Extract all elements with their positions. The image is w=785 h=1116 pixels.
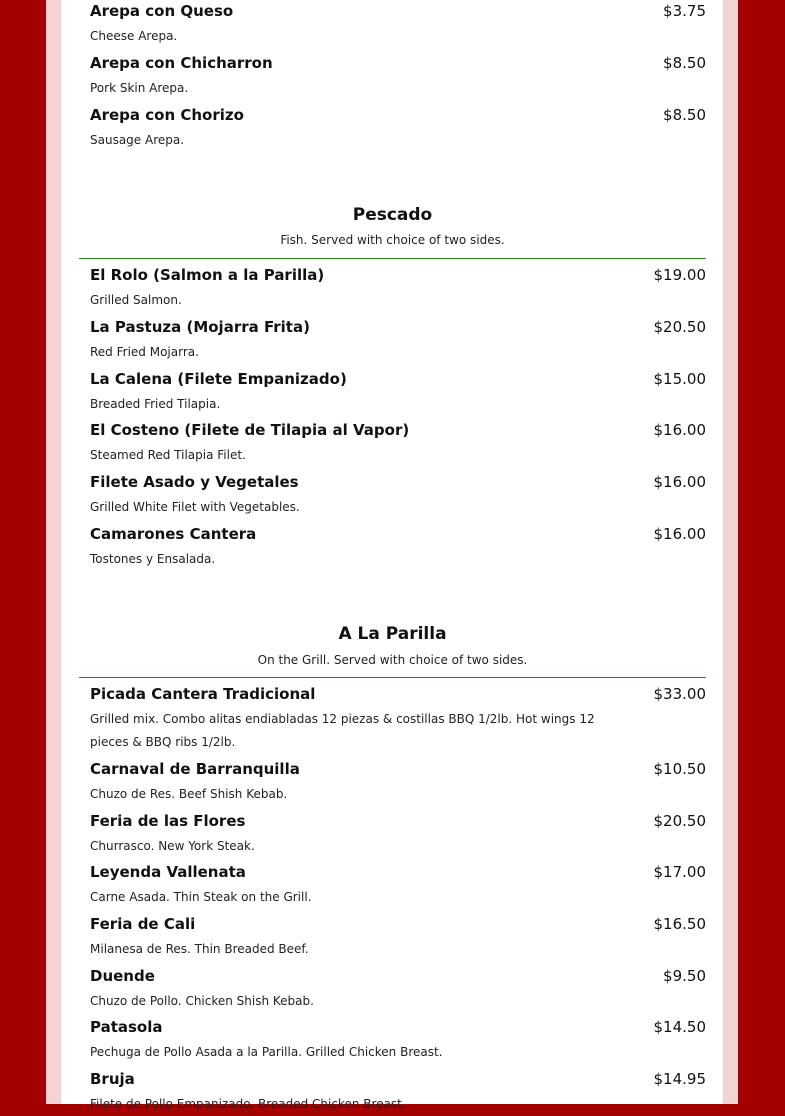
- item-name: Arepa con Queso: [90, 2, 234, 20]
- item-name: Duende: [90, 967, 155, 985]
- item-description: Grilled White Filet with Vegetables.: [90, 500, 300, 514]
- section-divider: [79, 258, 706, 259]
- item-description: Sausage Arepa.: [90, 133, 185, 147]
- item-price: $19.00: [653, 266, 706, 284]
- item-description: Grilled mix. Combo alitas endiabladas 12 piezas & costillas BBQ 1/2lb. Hot wings 12 pieces & BBQ ribs 1/2lb.: [90, 712, 595, 749]
- item-price: $3.75: [663, 2, 706, 20]
- item-price: $33.00: [653, 685, 706, 703]
- item-price: $16.50: [653, 915, 706, 933]
- item-name: Carnaval de Barranquilla: [90, 760, 300, 778]
- section-title: Pescado: [352, 205, 433, 225]
- item-price: $17.00: [653, 863, 706, 881]
- item-name: Patasola: [90, 1018, 163, 1036]
- item-description: Cheese Arepa.: [90, 29, 178, 43]
- item-name: Filete Asado y Vegetales: [90, 473, 299, 491]
- item-price: $16.00: [653, 525, 706, 543]
- item-name: El Rolo (Salmon a la Parilla): [90, 266, 325, 284]
- item-name: Leyenda Vallenata: [90, 863, 246, 881]
- item-price: $20.50: [653, 812, 706, 830]
- item-description: Filete de Pollo Empanizado. Breaded Chicken Breast.: [90, 1097, 406, 1111]
- item-name: Feria de Cali: [90, 915, 196, 933]
- section-subtitle: On the Grill. Served with choice of two sides.: [257, 653, 528, 667]
- item-price: $20.50: [653, 318, 706, 336]
- item-name: La Calena (Filete Empanizado): [90, 370, 347, 388]
- item-description: Chuzo de Res. Beef Shish Kebab.: [90, 787, 288, 801]
- item-description: Red Fried Mojarra.: [90, 345, 199, 359]
- item-description: Chuzo de Pollo. Chicken Shish Kebab.: [90, 994, 314, 1008]
- item-description: Breaded Fried Tilapia.: [90, 397, 221, 411]
- item-description: Pechuga de Pollo Asada a la Parilla. Grilled Chicken Breast.: [90, 1045, 443, 1059]
- item-name: La Pastuza (Mojarra Frita): [90, 318, 310, 336]
- item-description: Milanesa de Res. Thin Breaded Beef.: [90, 942, 309, 956]
- item-price: $16.00: [653, 473, 706, 491]
- item-price: $8.50: [663, 54, 706, 72]
- item-price: $14.50: [653, 1018, 706, 1036]
- item-description: Grilled Salmon.: [90, 293, 182, 307]
- item-name: Feria de las Flores: [90, 812, 246, 830]
- item-description: Churrasco. New York Steak.: [90, 839, 255, 853]
- item-price: $8.50: [663, 106, 706, 124]
- item-description: Steamed Red Tilapia Filet.: [90, 448, 246, 462]
- item-price: $9.50: [663, 967, 706, 985]
- item-price: $10.50: [653, 760, 706, 778]
- section-divider: [79, 677, 706, 678]
- item-name: Arepa con Chicharron: [90, 54, 273, 72]
- item-name: Bruja: [90, 1070, 135, 1088]
- item-name: Camarones Cantera: [90, 525, 257, 543]
- section-title: A La Parilla: [338, 624, 447, 644]
- item-price: $15.00: [653, 370, 706, 388]
- item-description: Tostones y Ensalada.: [90, 552, 216, 566]
- menu-page: [61, 0, 723, 1111]
- item-description: Pork Skin Arepa.: [90, 81, 189, 95]
- section-subtitle: Fish. Served with choice of two sides.: [280, 233, 505, 247]
- item-price: $14.95: [653, 1070, 706, 1088]
- item-name: El Costeno (Filete de Tilapia al Vapor): [90, 421, 410, 439]
- item-name: Picada Cantera Tradicional: [90, 685, 316, 703]
- item-price: $16.00: [653, 421, 706, 439]
- item-name: Arepa con Chorizo: [90, 106, 244, 124]
- item-description: Carne Asada. Thin Steak on the Grill.: [90, 890, 312, 904]
